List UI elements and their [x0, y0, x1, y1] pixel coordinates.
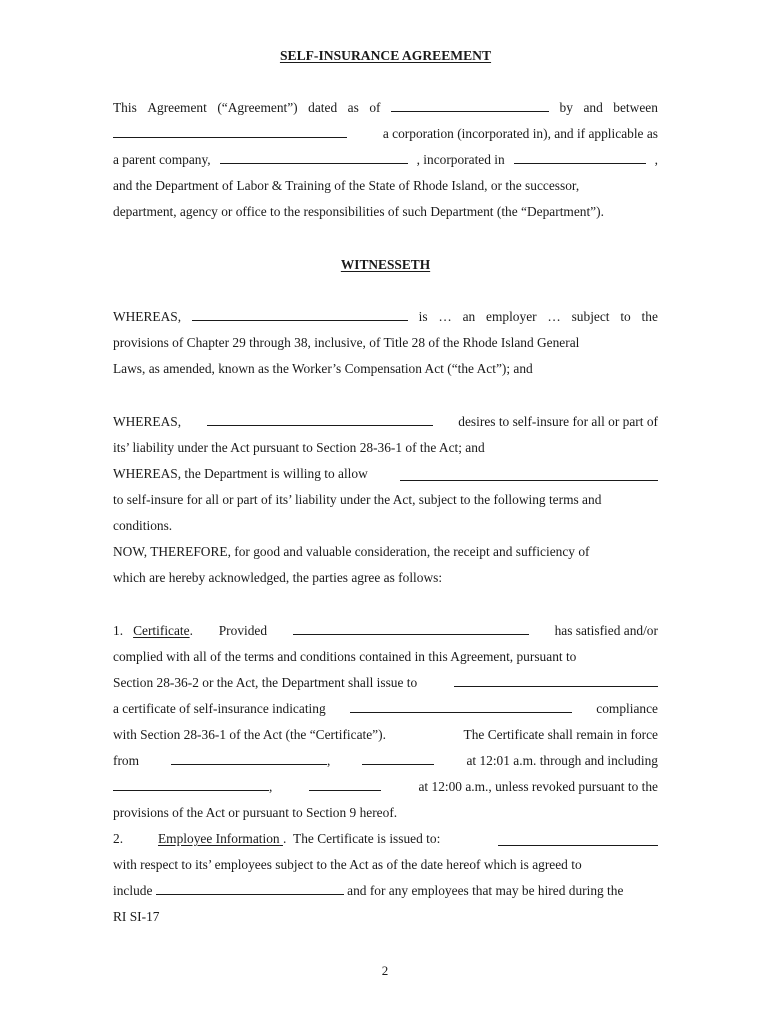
intro-line-4: and the Department of Labor & Training of the State of Rhode Island, or the successor,	[113, 178, 580, 193]
form-id: RI SI-17	[113, 909, 160, 924]
through-year-field[interactable]	[309, 778, 381, 791]
intro-line-2: a corporation (incorporated in), and if applicable as	[113, 125, 658, 143]
section1-line-8: provisions of the Act or pursuant to Section 9 hereof.	[113, 805, 398, 820]
now-therefore-line-2: which are hereby acknowledged, the parties agree as follows:	[113, 570, 443, 585]
section2-line-2: with respect to its’ employees subject to the Act as of the date hereof which is agreed to	[113, 857, 582, 872]
page-number: 2	[381, 963, 389, 978]
agreement-date-field[interactable]	[391, 99, 549, 112]
employer-name-field[interactable]	[192, 308, 408, 321]
certificate-recipient-field[interactable]	[454, 674, 658, 687]
self-insurer-name-field[interactable]	[207, 413, 433, 426]
section2-number: 2.	[113, 831, 124, 846]
section1-line-1: 1. Certificate. Provided has satisfied and/or	[113, 623, 658, 638]
section1-number: 1.	[113, 623, 124, 638]
section1-line-2: complied with all of the terms and conditions contained in this Agreement, pursuant to	[113, 649, 577, 664]
from-date-field[interactable]	[171, 752, 327, 765]
corporation-name-field[interactable]	[113, 125, 347, 138]
through-date-field[interactable]	[113, 778, 269, 791]
section1-line-7: , at 12:00 a.m., unless revoked pursuant to the	[113, 778, 658, 796]
intro-line-3: a parent company, , incorporated in ,	[113, 152, 658, 167]
section2-line-1: 2. Employee Information . The Certificate is issued to:	[113, 830, 658, 848]
whereas3-line-1: WHEREAS, the Department is willing to allow	[113, 465, 658, 483]
intro-line-1: This Agreement (“Agreement”) dated as of by and between	[113, 100, 658, 115]
allowed-party-field[interactable]	[400, 468, 658, 481]
whereas1-line-2: provisions of Chapter 29 through 38, inclusive, of Title 28 of the Rhode Island General	[113, 335, 580, 350]
section1-line-6: from , at 12:01 a.m. through and including	[113, 753, 658, 768]
whereas1-line-3: Laws, as amended, known as the Worker’s Compensation Act (“the Act”); and	[113, 361, 533, 376]
include-employees-field[interactable]	[156, 882, 344, 895]
whereas2-line-2: its’ liability under the Act pursuant to Section 28-36-1 of the Act; and	[113, 440, 485, 455]
whereas3-line-2: to self-insure for all or part of its’ liability under the Act, subject to the following terms and	[113, 492, 602, 507]
section1-line-3: Section 28-36-2 or the Act, the Department shall issue to	[113, 674, 658, 692]
certificate-issued-to-field[interactable]	[498, 833, 658, 846]
whereas1-line-1: WHEREAS, is … an employer … subject to the	[113, 309, 658, 324]
intro-line-5: department, agency or office to the responsibilities of such Department (the “Department”).	[113, 204, 604, 219]
certificate-indicating-field[interactable]	[350, 700, 572, 713]
section1-heading: Certificate	[133, 623, 190, 638]
incorporated-in-field[interactable]	[514, 151, 646, 164]
parent-company-field[interactable]	[220, 151, 408, 164]
section2-heading: Employee Information	[158, 831, 280, 846]
section1-line-4: a certificate of self-insurance indicating compliance	[113, 701, 658, 716]
section2-line-3: include and for any employees that may be hired during the	[113, 883, 624, 898]
witnesseth-heading: WITNESSETH	[340, 257, 431, 272]
from-year-field[interactable]	[362, 752, 434, 765]
now-therefore-line-1: NOW, THEREFORE, for good and valuable consideration, the receipt and sufficiency of	[113, 544, 590, 559]
provided-party-field[interactable]	[293, 622, 529, 635]
whereas2-line-1: WHEREAS, desires to self-insure for all or part of	[113, 414, 658, 429]
whereas3-line-3: conditions.	[113, 518, 173, 533]
document-title: SELF-INSURANCE AGREEMENT	[279, 48, 492, 63]
section1-line-5: with Section 28-36-1 of the Act (the “Certificate”). The Certificate shall remain in force	[113, 727, 658, 742]
